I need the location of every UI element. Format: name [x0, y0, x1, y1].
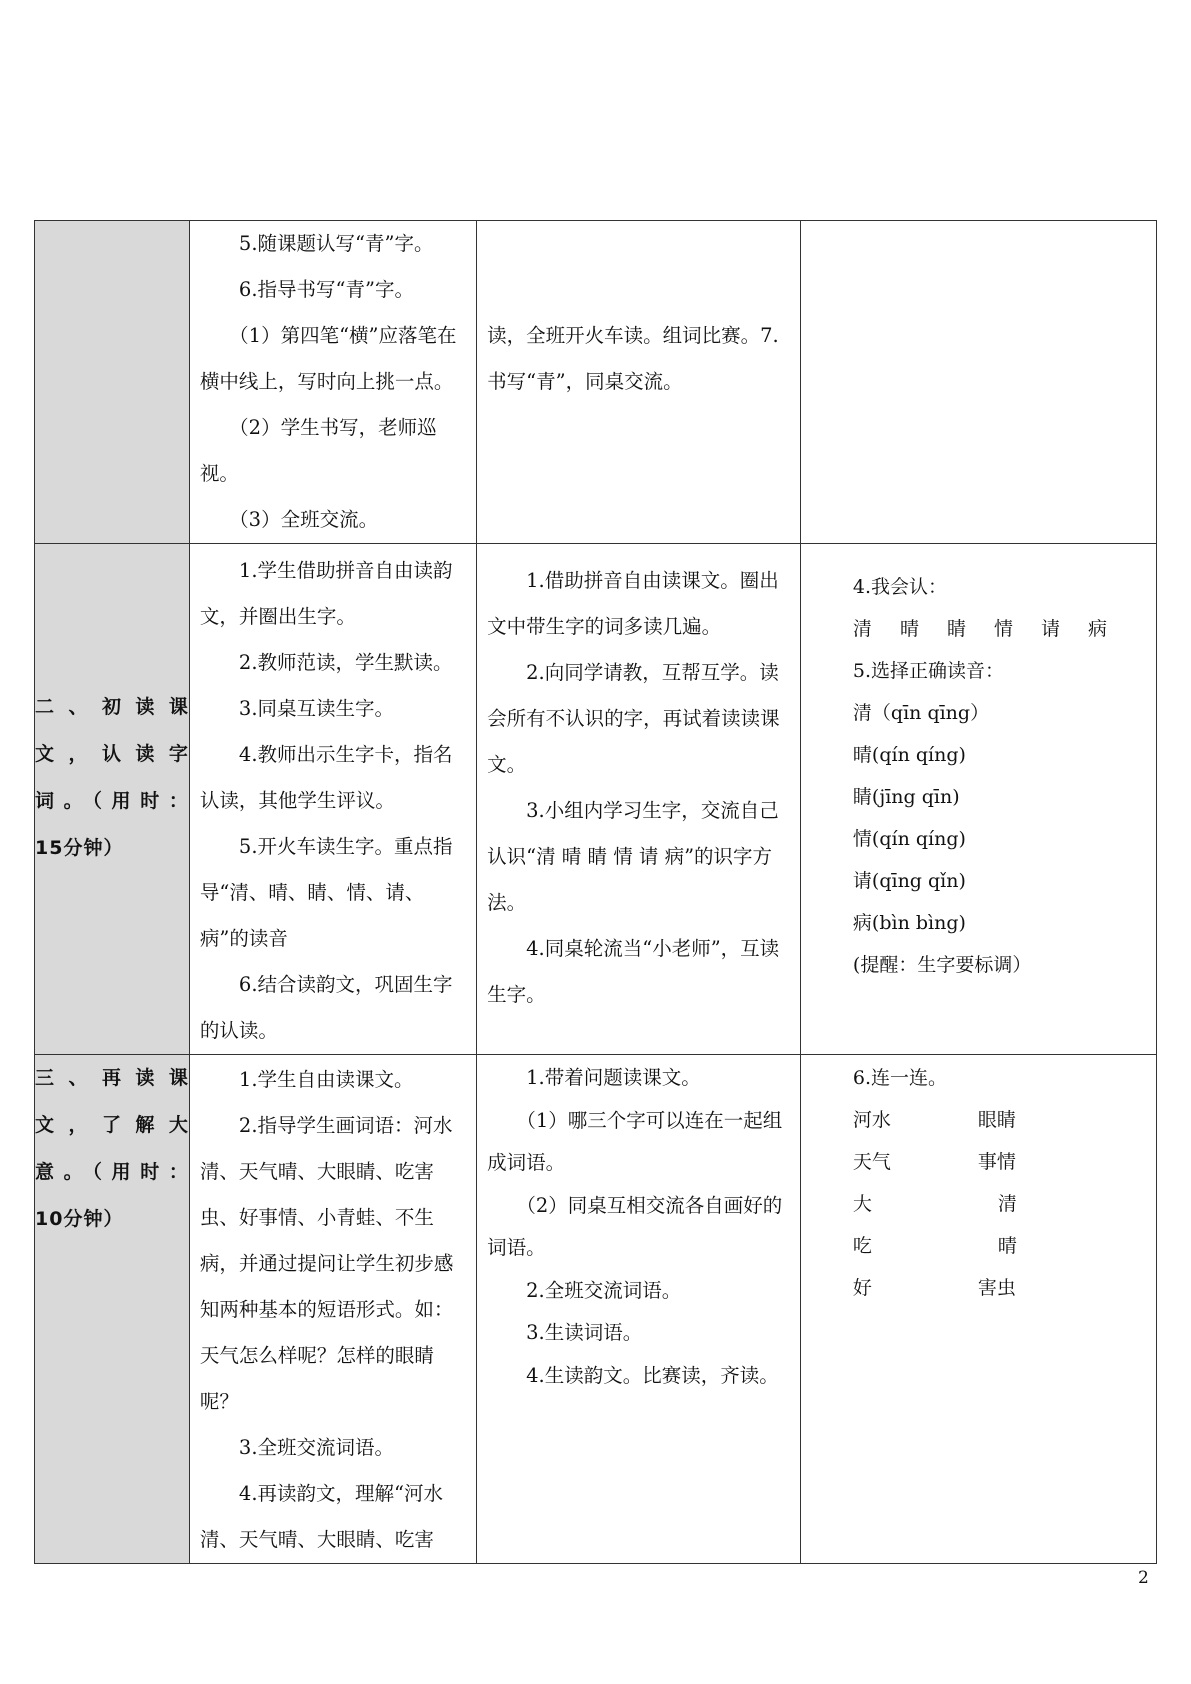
exercise-hint: (提醒：生字要标调）	[852, 954, 1032, 976]
match-pair	[853, 1141, 1156, 1183]
stage-cell	[35, 544, 190, 1055]
char-item: 晴	[899, 618, 919, 640]
teacher-step: 4.教师出示生字卡，指名认读，其他学生评议。	[199, 743, 453, 812]
match-pair	[853, 1225, 1156, 1267]
exercise-title: 5.选择正确读音：	[852, 660, 1005, 682]
student-step: 3.小组内学习生字，交流自己认识“清 晴 睛 情 请 病”的识字方法。	[487, 799, 779, 914]
teacher-cell	[189, 1055, 476, 1564]
student-step: （1）哪三个字可以连在一起组成词语。	[487, 1108, 783, 1174]
match-left: 好	[852, 1277, 872, 1299]
pinyin-choice: 清（qīn qīng）	[852, 702, 990, 724]
teacher-step: （3）全班交流。	[229, 508, 379, 531]
char-list	[853, 608, 1156, 650]
student-step: 4.同桌轮流当“小老师”，互读生字。	[487, 937, 780, 1006]
char-item: 病	[1088, 618, 1108, 640]
exercise-cell	[800, 1055, 1156, 1564]
student-step: （2）同桌互相交流各自画好的词语。	[487, 1193, 783, 1259]
teacher-step: 5.随课题认写“青”字。	[238, 232, 434, 255]
teacher-step: 2.教师范读，学生默读。	[238, 651, 453, 674]
exercise-cell	[800, 544, 1156, 1055]
match-pair	[853, 1267, 1156, 1309]
match-left: 大	[852, 1193, 872, 1215]
teacher-step: 4.再读韵文，理解“河水清、天气晴、大眼睛、吃害	[199, 1482, 443, 1551]
lesson-plan-table	[34, 220, 1157, 1564]
student-step: 1.带着问题读课文。	[526, 1066, 701, 1089]
table-row	[35, 544, 1157, 1055]
teacher-step: 3.同桌互读生字。	[238, 697, 395, 720]
exercise-cell	[800, 221, 1156, 544]
match-right: 清	[997, 1193, 1017, 1215]
stage-cell	[35, 221, 190, 544]
stage-label-line: 文，了解大	[35, 1114, 189, 1136]
table-row	[35, 221, 1157, 544]
student-step: 读，全班开火车读。组词比赛。7.书写“青”，同桌交流。	[487, 324, 779, 393]
student-step: 2.全班交流词语。	[526, 1278, 682, 1302]
stage-label-line: 文，认读字	[35, 743, 189, 765]
pinyin-choice: 睛(jīng qīn)	[852, 786, 960, 808]
teacher-step: （2）学生书写，老师巡视。	[199, 416, 437, 485]
teacher-step: 1.学生自由读课文。	[238, 1068, 414, 1091]
teacher-step: 3.全班交流词语。	[238, 1436, 395, 1459]
pinyin-choice: 病(bìn bìng)	[852, 912, 966, 934]
teacher-step: 5.开火车读生字。重点指导“清、晴、睛、情、请、病”的读音	[199, 835, 453, 950]
student-step: 4.生读韵文。比赛读，齐读。	[526, 1363, 779, 1387]
match-pair	[853, 1183, 1156, 1225]
stage-label-line: 词。（用时：	[35, 790, 189, 812]
student-cell	[477, 221, 801, 544]
match-pair	[853, 1099, 1156, 1141]
char-item: 请	[1040, 618, 1060, 640]
stage-label-line: 二、初读课	[35, 696, 189, 718]
teacher-cell	[189, 544, 476, 1055]
stage-label-line: 10分钟）	[35, 1208, 124, 1230]
pinyin-choice: 情(qín qíng)	[852, 828, 966, 850]
stage-label-line: 三、再读课	[35, 1067, 189, 1089]
pinyin-choice: 晴(qín qíng)	[852, 744, 966, 766]
student-step: 3.生读词语。	[526, 1321, 643, 1344]
table-row	[35, 1055, 1157, 1564]
match-left: 天气	[852, 1151, 891, 1173]
teacher-step: 1.学生借助拼音自由读韵文，并圈出生字。	[199, 559, 453, 628]
teacher-cell	[189, 221, 476, 544]
teacher-step: （1）第四笔“横”应落笔在横中线上，写时向上挑一点。	[199, 324, 457, 393]
teacher-step: 2.指导学生画词语：河水清、天气晴、大眼睛、吃害虫、好事情、小青蛙、不生病，并通过提问让学生初步感知两种基本的短语形式。如：天气怎么样呢？怎样的眼睛呢？	[199, 1114, 454, 1413]
teacher-step: 6.指导书写“青”字。	[238, 278, 414, 301]
page-number: 2	[1138, 1568, 1149, 1588]
match-right: 晴	[997, 1235, 1017, 1257]
student-step: 1.借助拼音自由读课文。圈出文中带生字的词多读几遍。	[487, 569, 779, 638]
stage-label-line: 意。（用时：	[35, 1161, 189, 1183]
exercise-title: 4.我会认：	[852, 576, 948, 598]
teacher-step: 6.结合读韵文，巩固生字的认读。	[199, 973, 453, 1042]
stage-label-line: 15分钟）	[35, 837, 124, 859]
match-right: 眼睛	[977, 1109, 1016, 1131]
stage-cell	[35, 1055, 190, 1564]
student-step: 2.向同学请教，互帮互学。读会所有不认识的字，再试着读读课文。	[487, 661, 780, 776]
student-cell	[477, 544, 801, 1055]
match-left: 河水	[852, 1109, 891, 1131]
char-item: 情	[993, 618, 1013, 640]
match-right: 害虫	[977, 1277, 1016, 1299]
char-item: 睛	[946, 618, 966, 640]
exercise-title: 6.连一连。	[852, 1067, 948, 1089]
match-right: 事情	[977, 1151, 1016, 1173]
char-item: 清	[852, 618, 872, 640]
pinyin-choice: 请(qīng qǐn)	[852, 870, 966, 892]
student-cell	[477, 1055, 801, 1564]
match-left: 吃	[852, 1235, 872, 1257]
